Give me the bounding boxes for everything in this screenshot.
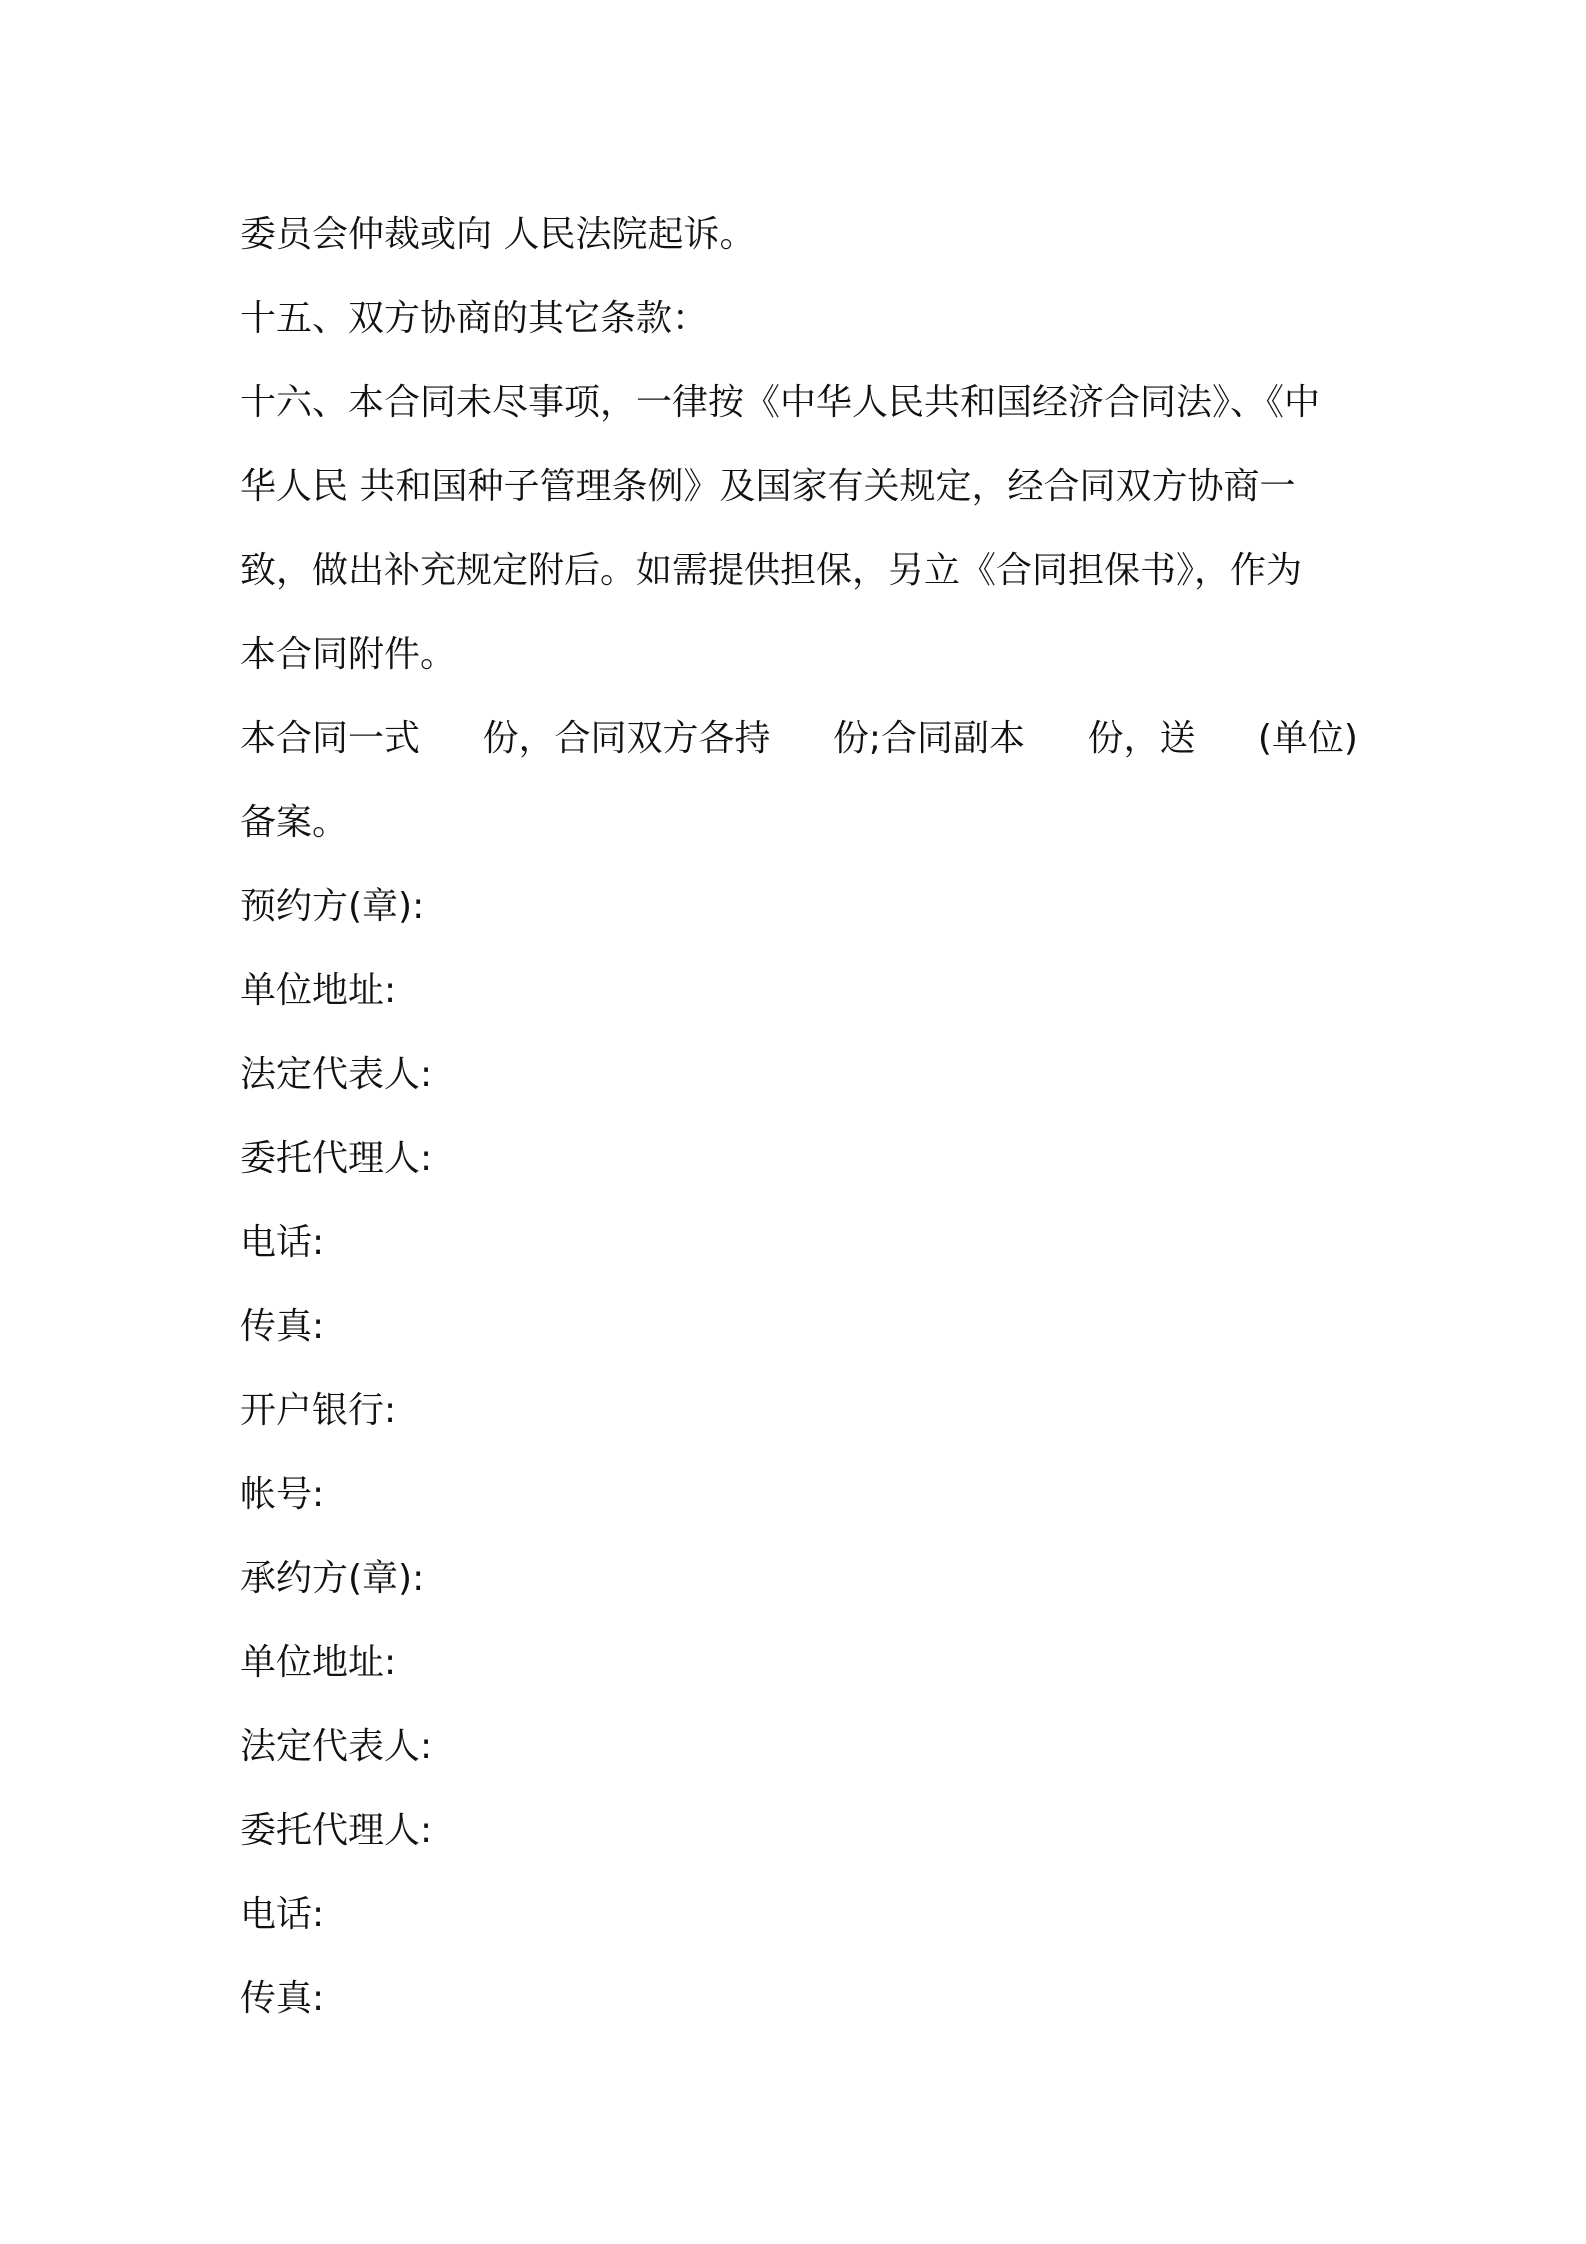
clause-16-text: 华人民 共和国种子管理条例》及国家有关规定，经合同双方协商一 bbox=[240, 466, 1296, 507]
party-a-address-label: 单位地址: bbox=[240, 970, 397, 1011]
clause-16-text: 致，做出补充规定附后。如需提供担保，另立《合同担保书》，作为 bbox=[240, 550, 1303, 591]
clause-16-line-4: 本合同附件。 bbox=[240, 634, 457, 675]
party-a-account-label: 帐号: bbox=[240, 1474, 325, 1515]
clause-16-line-2 bbox=[240, 445, 1358, 529]
copies-line-end: 备案。 bbox=[240, 802, 349, 843]
party-b-legal-rep-label: 法定代表人: bbox=[240, 1726, 433, 1767]
party-b-phone-label: 电话: bbox=[240, 1894, 325, 1935]
copies-part-5: (单位) bbox=[1257, 718, 1358, 759]
clause-16-line-3 bbox=[240, 529, 1358, 613]
party-a-agent-label: 委托代理人: bbox=[240, 1138, 433, 1179]
clause-15-heading: 十五、双方协商的其它条款： bbox=[240, 298, 709, 339]
copies-part-2: 份，合同双方各持 bbox=[482, 718, 771, 759]
copies-part-1: 本合同一式 bbox=[240, 718, 421, 759]
paragraph-line: 委员会仲裁或向 人民法院起诉。 bbox=[240, 214, 756, 255]
party-b-seal-label: 承约方(章): bbox=[240, 1558, 425, 1599]
party-b-agent-label: 委托代理人: bbox=[240, 1810, 433, 1851]
party-a-seal-label: 预约方(章): bbox=[240, 886, 425, 927]
copies-part-3: 份;合同副本 bbox=[832, 718, 1026, 759]
party-a-legal-rep-label: 法定代表人: bbox=[240, 1054, 433, 1095]
document-body bbox=[240, 193, 1358, 2041]
party-b-address-label: 单位地址: bbox=[240, 1642, 397, 1683]
party-a-fax-label: 传真: bbox=[240, 1306, 325, 1347]
party-a-bank-label: 开户银行: bbox=[240, 1390, 397, 1431]
clause-16-line-1 bbox=[240, 361, 1358, 445]
party-a-phone-label: 电话: bbox=[240, 1222, 325, 1263]
party-b-fax-label: 传真: bbox=[240, 1978, 325, 2019]
copies-part-4: 份，送 bbox=[1087, 718, 1196, 759]
clause-16-text: 十六、本合同未尽事项，一律按《中华人民共和国经济合同法》、《中 bbox=[240, 382, 1321, 423]
copies-line bbox=[240, 697, 1358, 781]
